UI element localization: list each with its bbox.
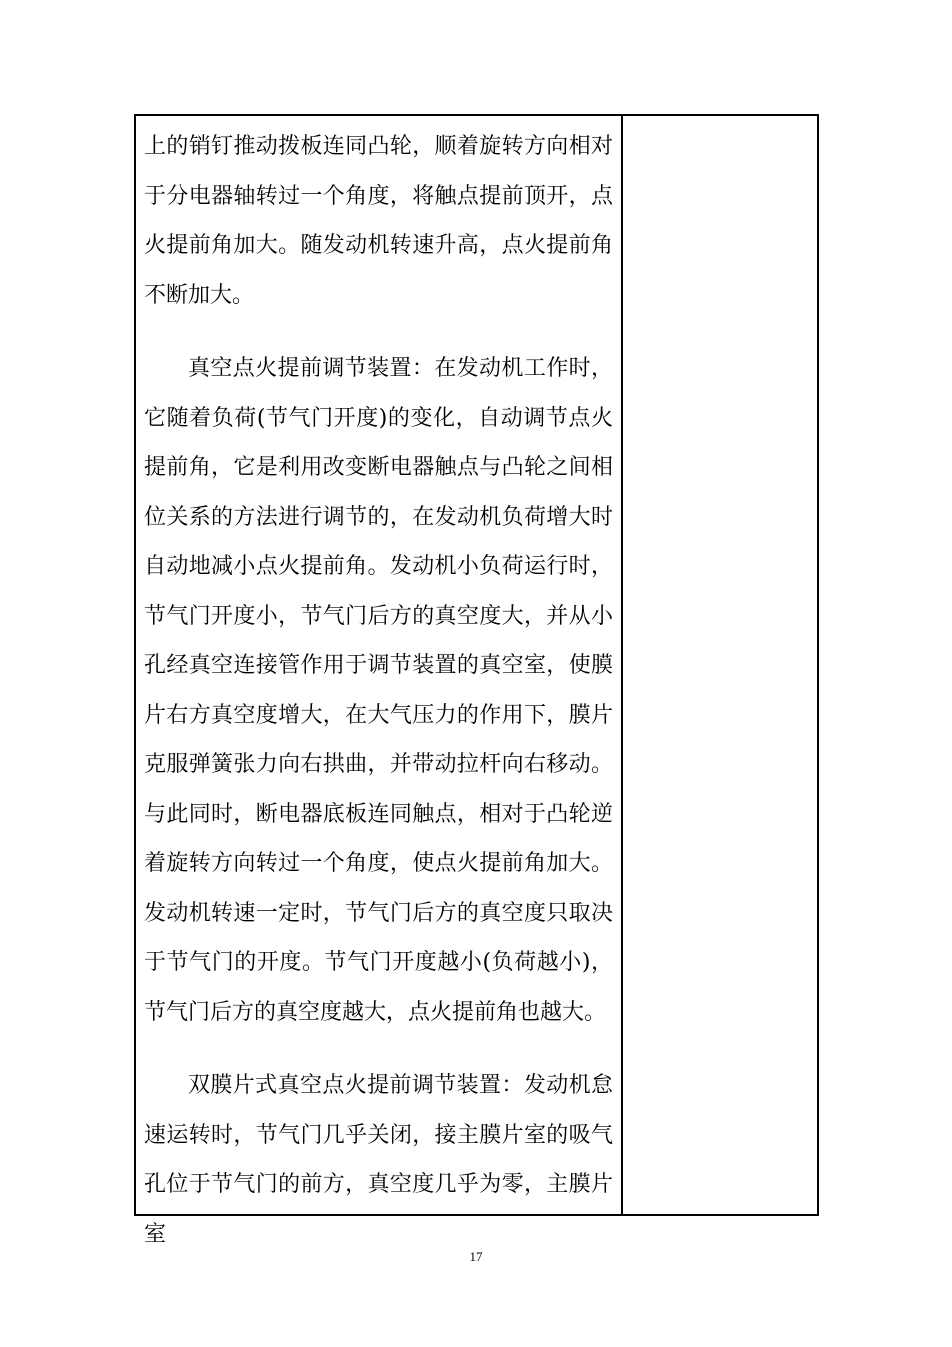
paragraph-centrifugal-advance: 上的销钉推动拨板连同凸轮，顺着旋转方向相对于分电器轴转过一个角度，将触点提前顶开，点火提前角加大。随发动机转速升高，点火提前角不断加大。 xyxy=(144,134,613,308)
paragraph-spacer xyxy=(144,1037,613,1061)
content-table xyxy=(134,114,819,1247)
paragraph-dual-diaphragm: 双膜片式真空点火提前调节装置：发动机怠速运转时，节气门几乎关闭，接主膜片室的吸气孔位于节气门的前方，真空度几乎为零，主膜片室 xyxy=(144,1073,613,1247)
paragraph-vacuum-advance: 真空点火提前调节装置：在发动机工作时，它随着负荷(节气门开度)的变化，自动调节点火提前角，它是利用改变断电器触点与凸轮之间相位关系的方法进行调节的，在发动机负荷增大时自动地减小点火提前角。发动机小负荷运行时，节气门开度小，节气门后方的真空度大，并从小孔经真空连接管作用于调节装置的真空室，使膜片右方真空度增大，在大气压力的作用下，膜片克服弹簧张力向右拱曲，并带动拉杆向右移动。与此同时，断电器底板连同触点，相对于凸轮逆着旋转方向转过一个角度，使点火提前角加大。发动机转速一定时，节气门后方的真空度只取决于节气门的开度。节气门开度越小(负荷越小)，节气门后方的真空度越大，点火提前角也越大。 xyxy=(144,356,613,1025)
main-text-cell xyxy=(136,116,623,1247)
notes-cell xyxy=(623,116,817,1214)
paragraph-spacer xyxy=(144,320,613,344)
page-number: 17 xyxy=(469,1249,483,1264)
